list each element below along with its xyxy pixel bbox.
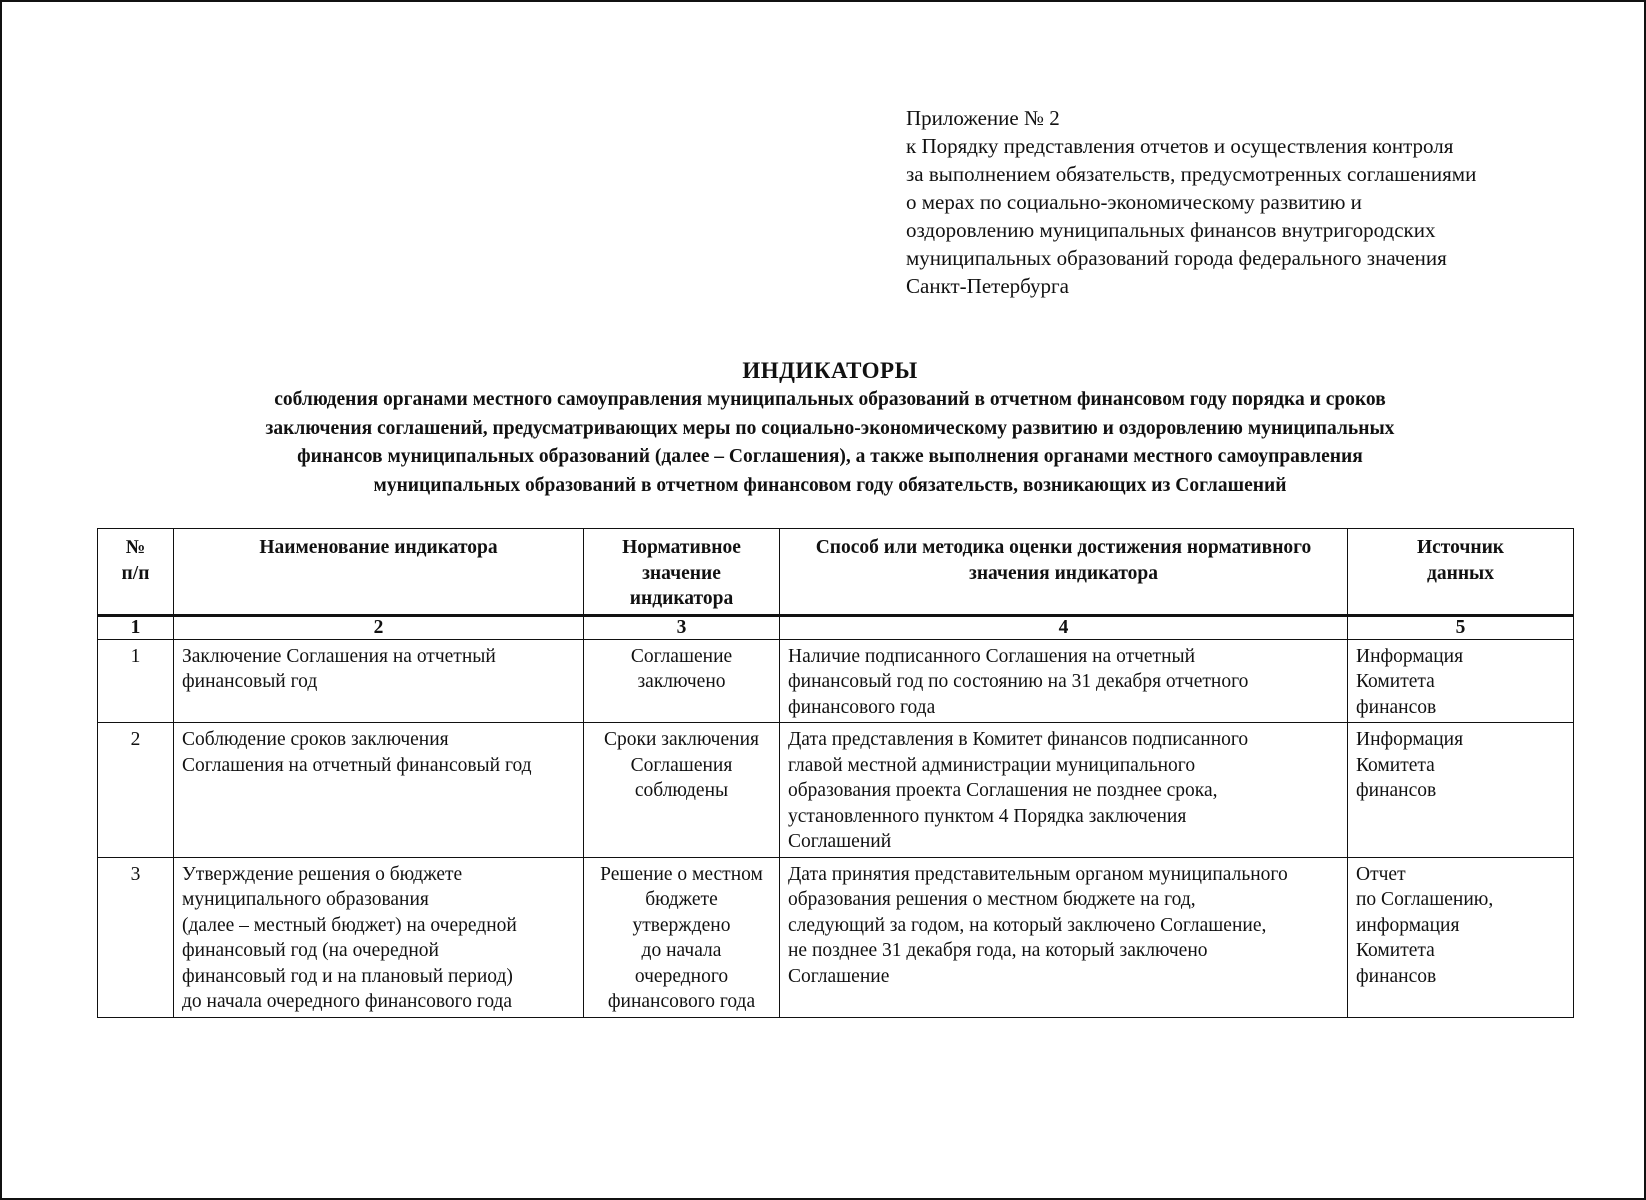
header-line: значения индикатора xyxy=(968,562,1158,584)
row-number: 3 xyxy=(98,857,174,1017)
column-numbers-row xyxy=(98,615,1574,639)
cell-line: Отчет xyxy=(1356,863,1406,885)
assessment-method xyxy=(780,857,1348,1017)
normative-value xyxy=(584,857,780,1017)
subtitle-line: соблюдения органами местного самоуправления муниципальных образований в отчетном финансовом году порядка и сроков xyxy=(274,389,1386,410)
appendix-line: к Порядку представления отчетов и осуществления контроля xyxy=(906,134,1454,158)
document-subtitle xyxy=(100,386,1560,500)
cell-line: образования решения о местном бюджете на год, xyxy=(788,889,1196,910)
header-line: Нормативное xyxy=(622,537,741,558)
header-normative xyxy=(584,529,780,616)
cell-line: Комитета xyxy=(1356,671,1435,692)
cell-line: Комитета xyxy=(1356,754,1435,776)
row-number: 1 xyxy=(98,639,174,723)
cell-line: Соглашения xyxy=(630,754,733,776)
cell-line: установленного пунктом 4 Порядка заключения xyxy=(788,805,1187,827)
cell-line: Заключение Соглашения на отчетный xyxy=(182,645,496,667)
subtitle-line: муниципальных образований в отчетном финансовом году обязательств, возникающих из Соглашений xyxy=(373,474,1287,496)
data-source xyxy=(1348,723,1574,858)
document-heading xyxy=(100,356,1560,500)
cell-line: финансовый год по состоянию на 31 декабря отчетного xyxy=(788,671,1249,692)
cell-line: Наличие подписанного Соглашения на отчетный xyxy=(788,645,1196,667)
row-number: 2 xyxy=(98,723,174,858)
cell-line: соблюдены xyxy=(634,780,729,801)
cell-line: образования проекта Соглашения не позднее срока, xyxy=(788,780,1218,801)
cell-line: утверждено xyxy=(632,914,731,936)
cell-line: финансового года xyxy=(788,696,936,718)
cell-line: до начала очередного финансового года xyxy=(182,991,513,1012)
cell-line: Дата представления в Комитет финансов подписанного xyxy=(788,729,1249,750)
cell-line: Сроки заключения xyxy=(604,729,759,750)
appendix-line: Приложение № 2 xyxy=(906,106,1060,130)
cell-line: финансов xyxy=(1356,965,1437,987)
cell-line: Соглашений xyxy=(788,831,892,852)
indicators-table xyxy=(97,528,1574,1018)
cell-line: финансов xyxy=(1356,780,1437,801)
assessment-method xyxy=(780,639,1348,723)
cell-line: Решение о местном xyxy=(600,863,763,885)
header-num xyxy=(98,529,174,616)
data-source xyxy=(1348,857,1574,1017)
header-source xyxy=(1348,529,1574,616)
cell-line: финансового года xyxy=(607,991,756,1012)
header-line: № xyxy=(125,537,146,558)
column-number: 2 xyxy=(174,615,584,639)
cell-line: Информация xyxy=(1356,645,1464,667)
column-number: 5 xyxy=(1348,615,1574,639)
cell-line: Утверждение решения о бюджете xyxy=(182,863,463,885)
header-line: п/п xyxy=(121,562,150,584)
cell-line: финансовый год и на плановый период) xyxy=(182,965,513,987)
cell-line: главой местной администрации муниципального xyxy=(788,754,1196,776)
indicator-name xyxy=(174,857,584,1017)
cell-line: финансовый год xyxy=(182,671,318,692)
appendix-line: о мерах по социально-экономическому развитию и xyxy=(906,190,1362,214)
cell-line: следующий за годом, на который заключено Соглашение, xyxy=(788,914,1267,936)
header-method xyxy=(780,529,1348,616)
table-row xyxy=(98,639,1574,723)
data-source xyxy=(1348,639,1574,723)
table-header-row xyxy=(98,529,1574,616)
cell-line: бюджете xyxy=(645,889,718,910)
cell-line: до начала xyxy=(641,940,722,961)
indicator-name xyxy=(174,723,584,858)
header-line: Источник xyxy=(1416,537,1505,558)
cell-line: муниципального образования xyxy=(182,889,429,910)
cell-line: (далее – местный бюджет) на очередной xyxy=(182,914,517,936)
cell-line: Информация xyxy=(1356,729,1464,750)
cell-line: финансовый год (на очередной xyxy=(182,940,439,961)
cell-line: информация xyxy=(1356,914,1460,936)
header-name xyxy=(174,529,584,616)
cell-line: финансов xyxy=(1356,696,1437,718)
cell-line: по Соглашению, xyxy=(1356,889,1494,910)
assessment-method xyxy=(780,723,1348,858)
column-number: 1 xyxy=(98,615,174,639)
appendix-line: оздоровлению муниципальных финансов внутригородских xyxy=(906,218,1436,242)
header-line: данных xyxy=(1426,562,1495,584)
normative-value xyxy=(584,639,780,723)
header-line: индикатора xyxy=(629,588,734,609)
header-line: Способ или методика оценки достижения нормативного xyxy=(815,537,1312,558)
appendix-line: за выполнением обязательств, предусмотренных соглашениями xyxy=(906,162,1477,186)
column-number: 4 xyxy=(780,615,1348,639)
cell-line: Соглашение xyxy=(788,965,890,987)
header-line: Наименование индикатора xyxy=(259,537,498,558)
subtitle-line: заключения соглашений, предусматривающих меры по социально-экономическому развитию и оздоровлению муниципальных xyxy=(265,417,1395,439)
appendix-note xyxy=(906,104,1586,300)
cell-line: Комитета xyxy=(1356,940,1435,961)
appendix-line: Санкт-Петербурга xyxy=(906,274,1069,298)
normative-value xyxy=(584,723,780,858)
cell-line: заключено xyxy=(637,671,726,692)
subtitle-line: финансов муниципальных образований (далее – Соглашения), а также выполнения органами местного самоуправления xyxy=(297,446,1363,467)
appendix-line: муниципальных образований города федерального значения xyxy=(906,246,1447,270)
table-row xyxy=(98,723,1574,858)
cell-line: Соглашение xyxy=(630,645,733,667)
cell-line: Соглашения на отчетный финансовый год xyxy=(182,754,532,776)
cell-line: Соблюдение сроков заключения xyxy=(182,729,449,750)
indicator-name xyxy=(174,639,584,723)
column-number: 3 xyxy=(584,615,780,639)
document-title: ИНДИКАТОРЫ xyxy=(742,358,918,383)
table-row xyxy=(98,857,1574,1017)
cell-line: Дата принятия представительным органом муниципального xyxy=(788,863,1288,885)
cell-line: очередного xyxy=(634,965,729,987)
header-line: значение xyxy=(642,562,721,584)
cell-line: не позднее 31 декабря года, на который заключено xyxy=(788,940,1208,961)
